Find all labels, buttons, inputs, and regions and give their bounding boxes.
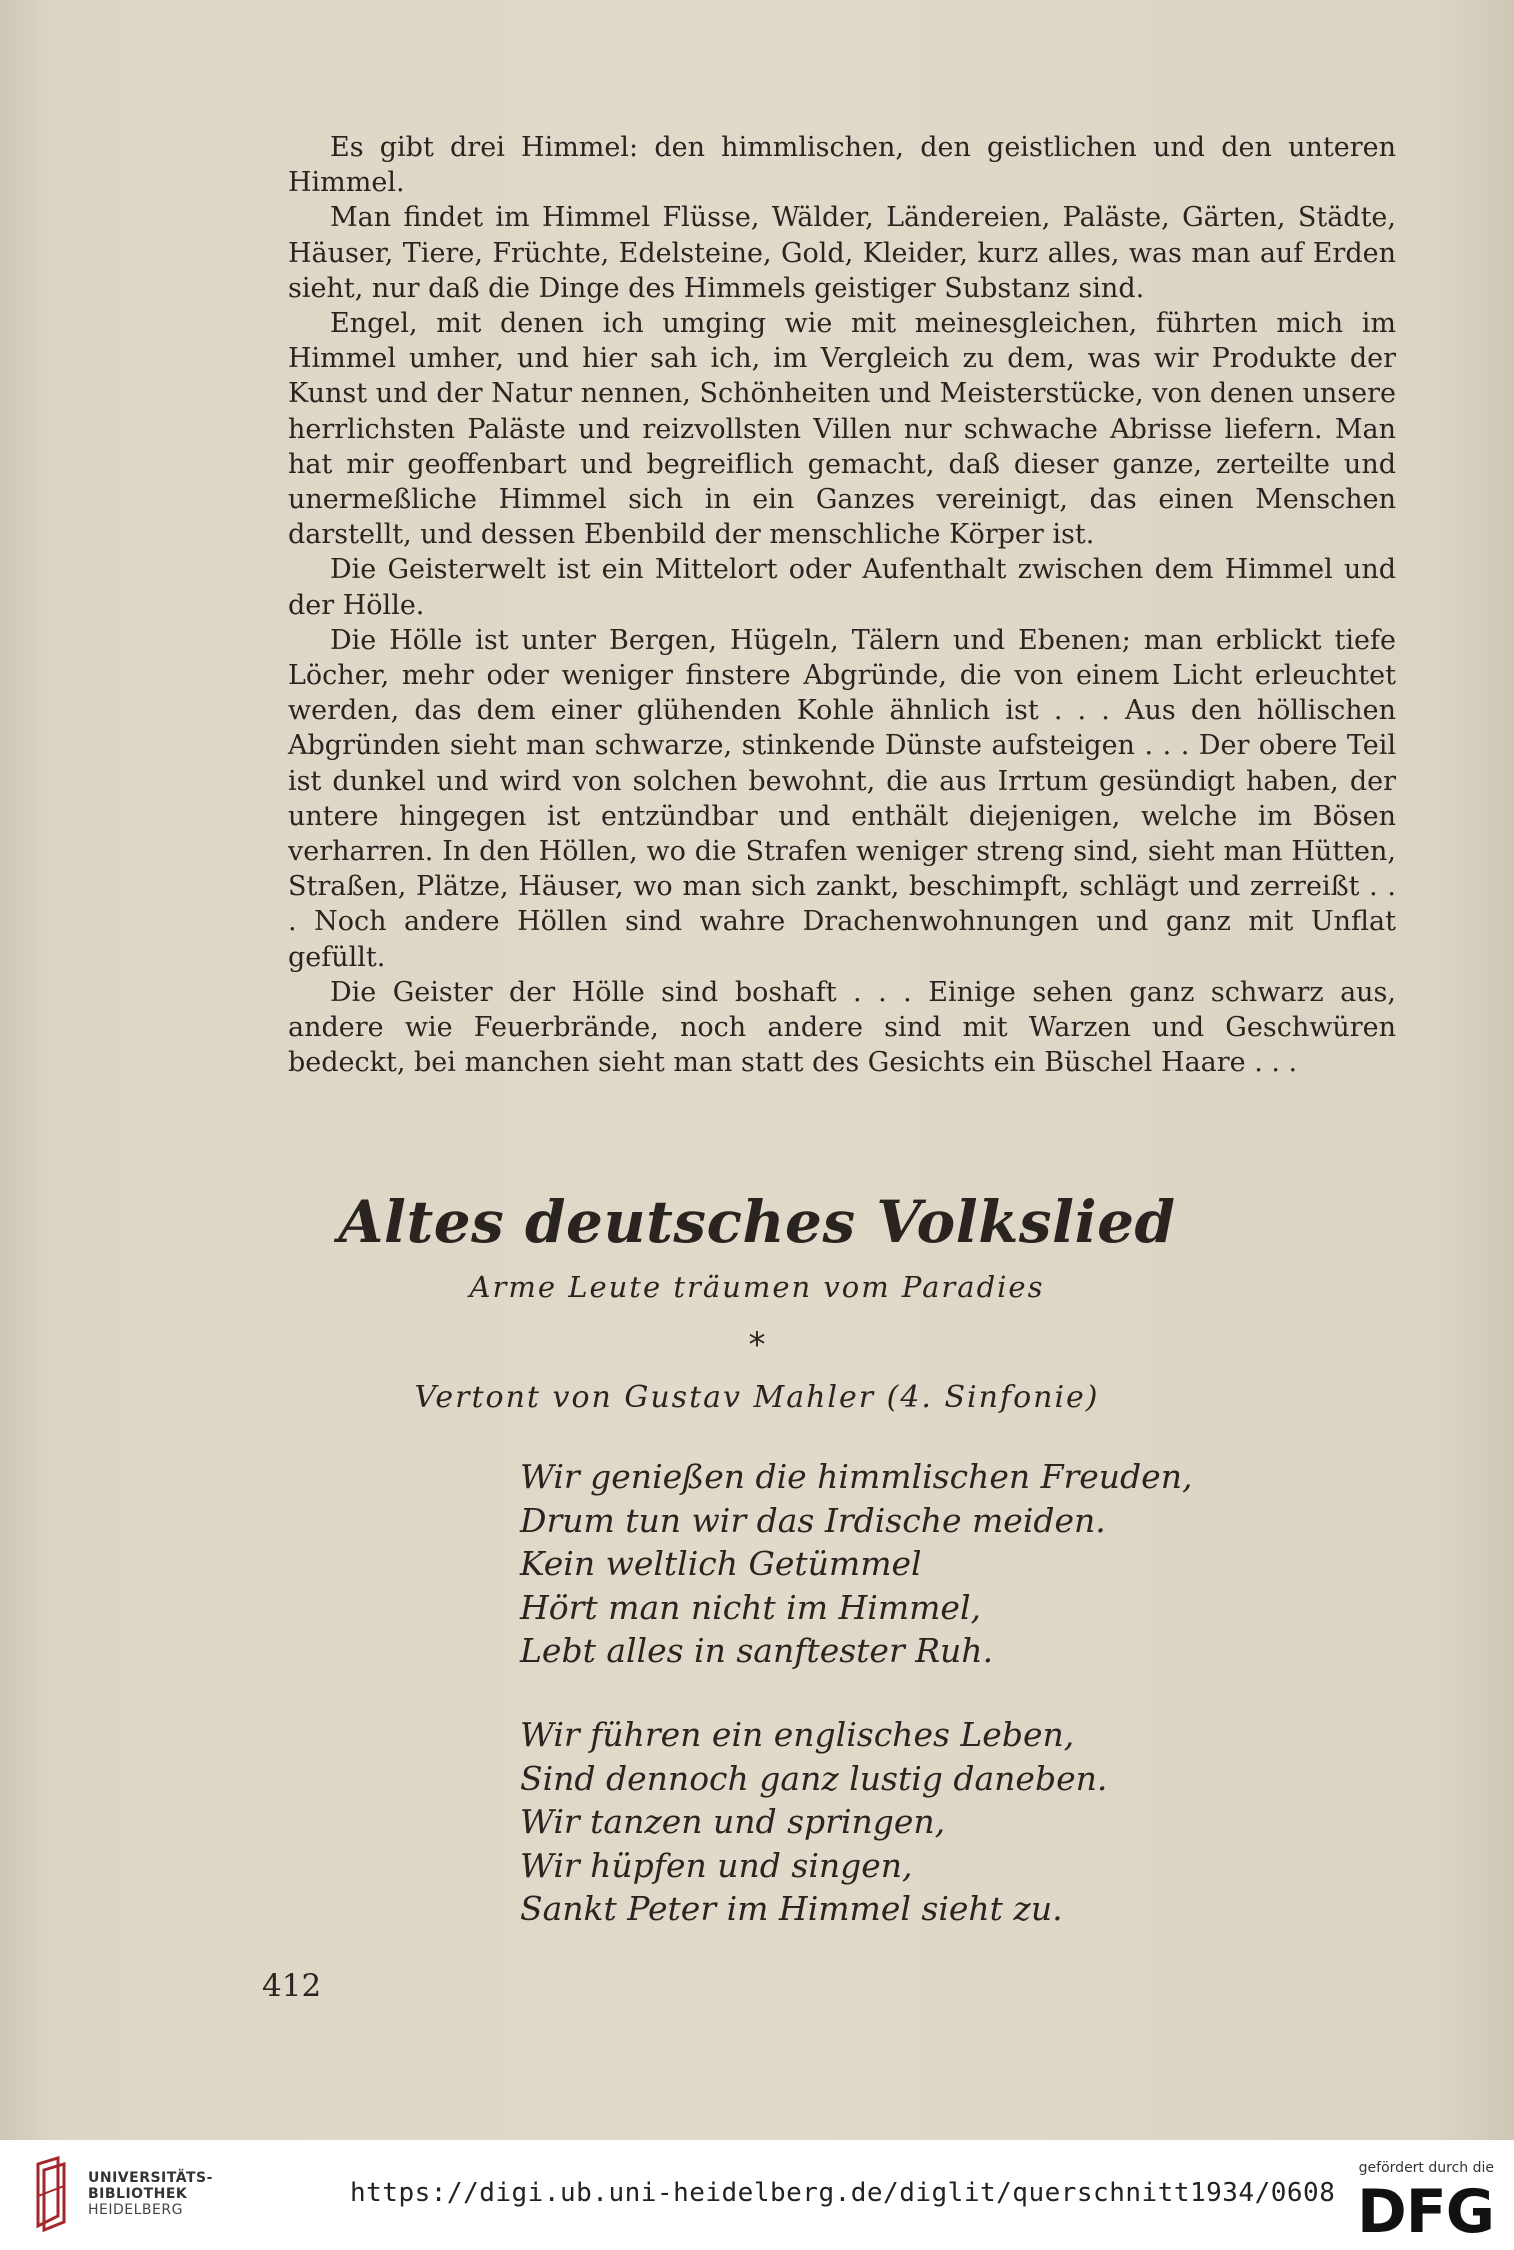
funded-by-label: gefördert durch die [1358,2160,1494,2176]
prose-text [288,130,1396,1080]
digital-library-footer [0,2140,1514,2250]
verse-line: Wir hüpfen und singen, [520,1845,913,1885]
dfg-logo[interactable]: DFG [1356,2177,1494,2247]
page-number: 412 [262,1968,322,2004]
paragraph: Es gibt drei Himmel: den himmlischen, den geistlichen und den unteren Himmel. [288,132,1396,199]
paragraph: Die Geisterwelt ist ein Mittelort oder Aufenthalt zwischen dem Himmel und der Hölle. [288,554,1396,621]
paragraph: Engel, mit denen ich umging wie mit meinesgleichen, führten mich im Himmel umher, und hier sah ich, im Vergleich zu dem, was wir Produkte der Kunst und der Natur nennen, Schönheiten und Meisterstücke, von denen unsere herrlichsten Paläste und reizvollsten Villen nur schwache Abrisse liefern. Man hat mir geoffenbart und begreiflich gemacht, daß dieser ganze, zerteilte und unermeßliche Himmel sich in ein Ganzes vereinigt, das einen Menschen darstellt, und dessen Ebenbild der menschliche Körper ist. [288,308,1396,551]
library-line: HEIDELBERG [88,2202,183,2218]
stanza-1 [520,1455,1220,1673]
library-line: UNIVERSITÄTS- [88,2170,213,2186]
library-logo-icon[interactable] [30,2156,76,2232]
song-title: Altes deutsches Volkslied [338,1188,1176,1256]
asterism-ornament: * [748,1325,766,1365]
verse-line: Kein weltlich Getümmel [520,1544,922,1584]
song-subtitle: Arme Leute träumen vom Paradies [469,1270,1045,1304]
verse-line: Lebt alles in sanftester Ruh. [520,1631,994,1671]
paragraph: Die Geister der Hölle sind boshaft . . . Einige sehen ganz schwarz aus, andere wie Feuerbrände, noch andere sind mit Warzen und Geschwüren bedeckt, bei manchen sieht man statt des Gesichts ein Büschel Haare . . . [288,976,1396,1079]
library-name[interactable] [88,2170,213,2218]
paragraph: Die Hölle ist unter Bergen, Hügeln, Tälern und Ebenen; man erblickt tiefe Löcher, mehr oder weniger finstere Abgründe, die von einem Licht erleuchtet werden, das dem einer glühenden Kohle ähnlich ist . . . Aus den höllischen Abgründen sieht man schwarze, stinkende Dünste aufsteigen . . . Der obere Teil ist dunkel und wird von solchen bewohnt, die aus Irrtum gesündigt haben, der untere hingegen ist entzündbar und enthält diejenigen, welche im Bösen verharren. In den Höllen, wo die Strafen weniger streng sind, sieht man Hütten, Straßen, Plätze, Häuser, wo man sich zankt, beschimpft, schlägt und zerreißt . . . Noch andere Höllen sind wahre Drachenwohnungen und ganz mit Unflat gefüllt. [288,624,1396,973]
verse-line: Sind dennoch ganz lustig daneben. [520,1758,1108,1798]
stanza-2 [520,1713,1220,1931]
verse-line: Wir genießen die himmlischen Freuden, [520,1457,1193,1496]
permalink-url[interactable]: https://digi.ub.uni-heidelberg.de/diglit/querschnitt1934/0608 [350,2178,1336,2208]
verse-line: Sankt Peter im Himmel sieht zu. [520,1889,1063,1929]
composer-credit: Vertont von Gustav Mahler (4. Sinfonie) [414,1380,1100,1415]
library-line: BIBLIOTHEK [88,2186,188,2202]
verse-line: Wir führen ein englisches Leben, [520,1715,1075,1754]
paragraph: Man findet im Himmel Flüsse, Wälder, Ländereien, Paläste, Gärten, Städte, Häuser, Tiere, Früchte, Edelsteine, Gold, Kleider, kurz alles, was man auf Erden sieht, nur daß die Dinge des Himmels geistiger Substanz sind. [288,202,1396,304]
verse-line: Hört man nicht im Himmel, [520,1587,982,1627]
verse-line: Wir tanzen und springen, [520,1802,946,1842]
verse-line: Drum tun wir das Irdische meiden. [520,1500,1106,1540]
